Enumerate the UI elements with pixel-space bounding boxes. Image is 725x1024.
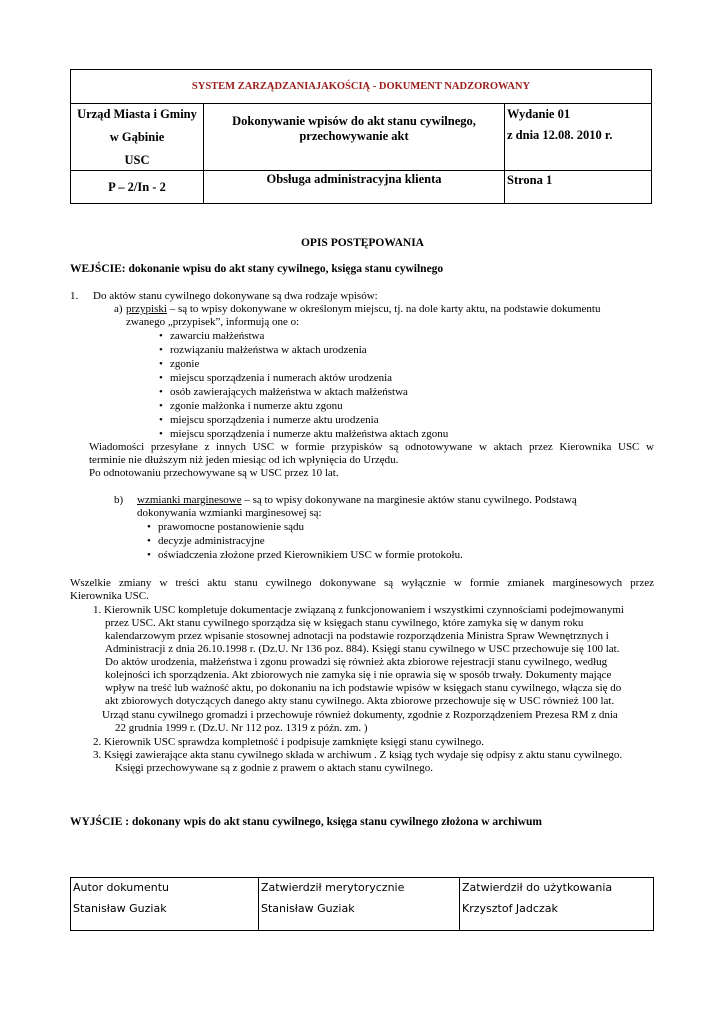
header-divider bbox=[71, 170, 651, 171]
input-heading: WEJŚCIE: dokonanie wpisu do akt stany cywilnego, księga stanu cywilnego bbox=[70, 263, 444, 275]
author-label: Autor dokumentu bbox=[73, 881, 170, 894]
list2-line: 2. Kierownik USC sprawdza kompletność i podpisuje zamknięte księgi stanu cywilnego. bbox=[93, 736, 485, 748]
document-title-line: Dokonywanie wpisów do akt stanu cywilnego, bbox=[232, 114, 476, 128]
section-title: OPIS POSTĘPOWANIA bbox=[300, 237, 424, 249]
output-heading: WYJŚCIE : dokonany wpis do akt stanu cywilnego, księga stanu cywilnego złożona w archiwum bbox=[70, 816, 542, 828]
b-line1 bbox=[137, 494, 654, 507]
a-line1-rest: – są to wpisy dokonywane w określonym miejscu, tj. na dole karty aktu, na podstawie dokumentu bbox=[166, 303, 601, 315]
a-bullet: • miejscu sporządzenia i numerze aktu urodzenia bbox=[170, 414, 379, 427]
changes-line2: Kierownika USC. bbox=[70, 590, 149, 602]
approved-use-name: Krzysztof Jadczak bbox=[462, 902, 558, 915]
a-line2: zwanego „przypisek”, informują one o: bbox=[126, 316, 300, 328]
notice-line3: Po odnotowaniu przechowywane są w USC przez 10 lat. bbox=[89, 467, 339, 479]
procedure-code: P – 2/In - 2 bbox=[108, 180, 166, 194]
a-bullet: • rozwiązaniu małżeństwa w aktach urodzenia bbox=[170, 344, 367, 357]
a-line1 bbox=[126, 303, 654, 316]
system-title-band bbox=[71, 70, 651, 104]
office-line: USC bbox=[124, 153, 150, 167]
list2-line: kalendarzowym przez wpisanie stosownej adnotacji na podstawie rozporządzenia Ministra Spraw Wewnętrznych i bbox=[105, 630, 609, 642]
author-name: Stanisław Guziak bbox=[73, 902, 167, 915]
a-bullet: • miejscu sporządzenia i numerze aktu małżeństwa aktach zgonu bbox=[170, 428, 448, 441]
list2-line: Do aktów urodzenia, małżeństwa i zgonu prowadzi się również akta zbiorowe rejestracji stanu cywilnego, według bbox=[105, 656, 608, 668]
a-marker: a) bbox=[114, 303, 123, 315]
page-label: Strona 1 bbox=[507, 173, 553, 187]
document-title-line: przechowywanie akt bbox=[299, 129, 409, 143]
b-bullet: • prawomocne postanowienie sądu bbox=[158, 521, 304, 534]
approval-table bbox=[70, 877, 654, 931]
b-term: wzmianki marginesowe bbox=[137, 494, 242, 506]
notice-line2: terminie nie dłuższym niż jeden miesiąc od ich wpłynięcia do Urzędu. bbox=[89, 454, 399, 466]
changes-line1: Wszelkie zmiany w treści aktu stanu cywilnego dokonywane są wyłącznie w formie zmianek marginesowych przez bbox=[70, 577, 654, 589]
list2-line: kolejności ich sporządzenia. Akt zbiorowych nie zamyka się i nie oprawia się w sposób trwały. Dokumenty mające bbox=[105, 669, 612, 681]
header-divider bbox=[504, 104, 505, 203]
edition-date: z dnia 12.08. 2010 r. bbox=[507, 128, 613, 142]
a-bullet: • zgonie bbox=[170, 358, 199, 371]
approval-divider bbox=[258, 878, 259, 930]
item1-text: Do aktów stanu cywilnego dokonywane są dwa rodzaje wpisów: bbox=[93, 290, 378, 302]
list2-line: wpływ na treść lub ważność aktu, po dokonaniu na ich podstawie wpisów w księgach stanu cywilnego, włącza się do bbox=[105, 682, 622, 694]
list2-line: 3. Księgi zawierające akta stanu cywilnego składa w archiwum . Z ksiąg tych wydaje się odpisy z aktu stanu cywilnego. bbox=[93, 749, 623, 761]
a-bullet: • miejscu sporządzenia i numerach aktów urodzenia bbox=[170, 372, 392, 385]
a-bullet: • zgonie małżonka i numerze aktu zgonu bbox=[170, 400, 343, 413]
office-line: w Gąbinie bbox=[109, 130, 165, 144]
system-title: SYSTEM ZARZĄDZANIAJAKOŚCIĄ - DOKUMENT NADZOROWANY bbox=[191, 81, 531, 92]
list2-line: Administracji z dnia 26.10.1998 r. (Dz.U. Nr 136 poz. 884). Księgi stanu cywilnego w USC przechowuje się 100 lat. bbox=[105, 643, 620, 655]
notice-line1: Wiadomości przesyłane z innych USC w formie przypisków są odnotowywane w aktach przez Kierownika USC w bbox=[89, 441, 654, 453]
approval-divider bbox=[459, 878, 460, 930]
b-marker: b) bbox=[114, 494, 124, 506]
b-bullet: • oświadczenia złożone przed Kierownikiem USC w formie protokołu. bbox=[158, 549, 463, 562]
approved-content-name: Stanisław Guziak bbox=[261, 902, 355, 915]
approved-use-label: Zatwierdził do użytkowania bbox=[462, 881, 613, 894]
list2-line: Księgi przechowywane są z godnie z prawem o aktach stanu cywilnego. bbox=[115, 762, 433, 774]
list2-line: Urząd stanu cywilnego gromadzi i przechowuje również dokumenty, zgodnie z Rozporządzeniem Prezesa RM z dnia bbox=[102, 709, 618, 721]
office-name bbox=[71, 107, 203, 168]
a-bullet: • zawarciu małżeństwa bbox=[170, 330, 264, 343]
list2-line: akt zbiorowych dotyczących danego akty stanu cywilnego. Akta zbiorowe przechowuje się w USC również 100 lat. bbox=[105, 695, 615, 707]
b-line2: dokonywania wzmianki marginesowej są: bbox=[137, 507, 322, 519]
document-title bbox=[204, 114, 504, 144]
list2-line: 22 grudnia 1999 r. (Dz.U. Nr 112 poz. 1319 z późn. zm. ) bbox=[115, 722, 368, 734]
list2-line: przez USC. Akt stanu cywilnego sporządza się w księgach stanu cywilnego, które zamyka się w danym roku bbox=[105, 617, 584, 629]
b-line1-rest: – są to wpisy dokonywane na marginesie aktów stanu cywilnego. Podstawą bbox=[241, 494, 577, 506]
list2-line: 1. Kierownik USC kompletuje dokumentacje związaną z funkcjonowaniem i wszystkimi czynnościami podejmowanymi bbox=[93, 604, 624, 616]
b-bullet: • decyzje administracyjne bbox=[158, 535, 265, 548]
approved-content-label: Zatwierdził merytorycznie bbox=[261, 881, 405, 894]
a-term: przypiski bbox=[126, 303, 167, 315]
edition: Wydanie 01 bbox=[507, 107, 571, 121]
header-table bbox=[70, 69, 652, 204]
process-name: Obsługa administracyjna klienta bbox=[266, 172, 442, 186]
office-line: Urząd Miasta i Gminy bbox=[77, 107, 197, 121]
item1-number: 1. bbox=[70, 290, 79, 302]
a-bullet: • osób zawierających małżeństwa w aktach małżeństwa bbox=[170, 386, 408, 399]
